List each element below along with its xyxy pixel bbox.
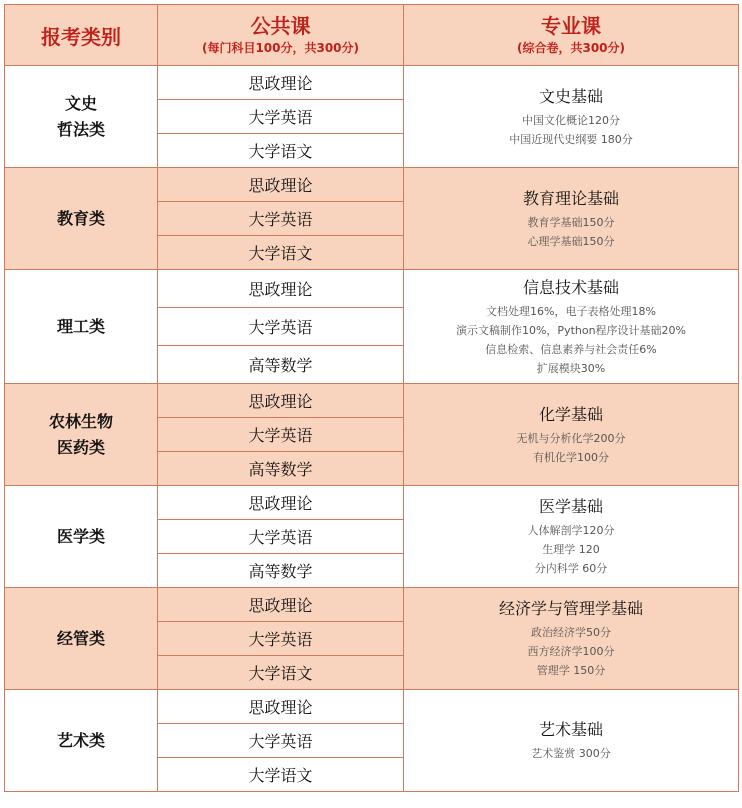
category-cell <box>5 384 158 486</box>
professional-course-item: 管理学 150分 <box>536 664 606 677</box>
category-label: 农林生物 <box>48 411 113 431</box>
professional-course-item: 中国文化概论120分 <box>522 113 620 127</box>
category-label: 文史 <box>64 93 97 113</box>
professional-course-item: 生理学 120 <box>542 543 600 556</box>
public-course-cell: 大学语文 <box>158 758 404 792</box>
professional-course-cell <box>404 384 739 486</box>
category-cell <box>5 270 158 384</box>
header-category: 报考类别 <box>5 5 158 66</box>
professional-course-item: 心理学基础150分 <box>527 234 615 248</box>
public-course-cell: 思政理论 <box>158 270 404 308</box>
table-row <box>5 66 739 100</box>
professional-course-item: 无机与分析化学200分 <box>516 431 626 445</box>
professional-course-title: 信息技术基础 <box>522 277 619 297</box>
category-cell <box>5 168 158 270</box>
professional-course-title: 医学基础 <box>538 497 603 516</box>
category-label: 理工类 <box>56 316 105 336</box>
category-label: 经管类 <box>56 628 105 648</box>
public-course-cell: 大学英语 <box>158 100 404 134</box>
professional-course-item: 教育学基础150分 <box>527 215 615 229</box>
header-row <box>5 5 739 66</box>
public-course-cell: 高等数学 <box>158 554 404 588</box>
public-course-cell: 大学英语 <box>158 418 404 452</box>
public-course-cell: 大学英语 <box>158 724 404 758</box>
professional-course-item: 西方经济学100分 <box>527 645 615 658</box>
public-course-cell: 大学英语 <box>158 202 404 236</box>
header-public <box>158 5 404 66</box>
category-cell <box>5 690 158 792</box>
table-row <box>5 270 739 308</box>
professional-course-item: 文档处理16%，电子表格处理18% <box>486 304 656 318</box>
professional-course-title: 文史基础 <box>538 86 603 106</box>
table-row <box>5 690 739 724</box>
table-row <box>5 168 739 202</box>
professional-course-item: 中国近现代史纲要 180分 <box>509 132 633 146</box>
professional-course-title: 艺术基础 <box>538 720 603 739</box>
category-label: 医药类 <box>56 437 105 457</box>
table-row <box>5 588 739 622</box>
header-prof-sub: (综合卷，共300分) <box>516 41 626 55</box>
professional-course-item: 演示文稿制作10%，Python程序设计基础20% <box>455 323 687 337</box>
public-course-cell: 思政理论 <box>158 384 404 418</box>
public-course-cell: 大学英语 <box>158 520 404 554</box>
category-cell <box>5 66 158 168</box>
header-public-title: 公共课 <box>250 14 311 38</box>
professional-course-cell <box>404 588 739 690</box>
public-course-cell: 大学语文 <box>158 134 404 168</box>
public-course-cell: 大学语文 <box>158 236 404 270</box>
professional-course-item: 分内科学 60分 <box>534 562 608 575</box>
professional-course-item: 政治经济学50分 <box>531 626 611 639</box>
table-row <box>5 384 739 418</box>
public-course-cell: 大学英语 <box>158 622 404 656</box>
category-cell <box>5 588 158 690</box>
public-course-cell: 思政理论 <box>158 168 404 202</box>
category-label: 哲法类 <box>56 119 105 139</box>
professional-course-item: 艺术鉴赏 300分 <box>531 747 611 760</box>
public-course-cell: 思政理论 <box>158 588 404 622</box>
public-course-cell: 高等数学 <box>158 346 404 384</box>
public-course-cell: 思政理论 <box>158 486 404 520</box>
header-public-sub: (每门科目100分，共300分) <box>201 41 360 55</box>
professional-course-item: 扩展模块30% <box>536 361 606 375</box>
professional-course-item: 人体解剖学120分 <box>527 524 615 537</box>
professional-course-cell <box>404 66 739 168</box>
header-prof-title: 专业课 <box>541 14 601 38</box>
professional-course-cell <box>404 168 739 270</box>
professional-course-item: 信息检索、信息素养与社会责任6% <box>485 342 657 356</box>
professional-course-cell <box>404 270 739 384</box>
professional-course-title: 经济学与管理学基础 <box>498 599 643 618</box>
category-label: 医学类 <box>56 526 105 546</box>
category-label: 艺术类 <box>56 730 105 750</box>
professional-course-title: 化学基础 <box>538 404 603 424</box>
exam-subject-table <box>4 4 739 792</box>
public-course-cell: 大学语文 <box>158 656 404 690</box>
header-professional <box>404 5 739 66</box>
professional-course-cell <box>404 486 739 588</box>
professional-course-cell <box>404 690 739 792</box>
public-course-cell: 思政理论 <box>158 66 404 100</box>
professional-course-item: 有机化学100分 <box>533 450 609 464</box>
public-course-cell: 高等数学 <box>158 452 404 486</box>
table-row <box>5 486 739 520</box>
category-label: 教育类 <box>56 208 105 228</box>
category-cell <box>5 486 158 588</box>
professional-course-title: 教育理论基础 <box>522 188 619 208</box>
public-course-cell: 思政理论 <box>158 690 404 724</box>
public-course-cell: 大学英语 <box>158 308 404 346</box>
